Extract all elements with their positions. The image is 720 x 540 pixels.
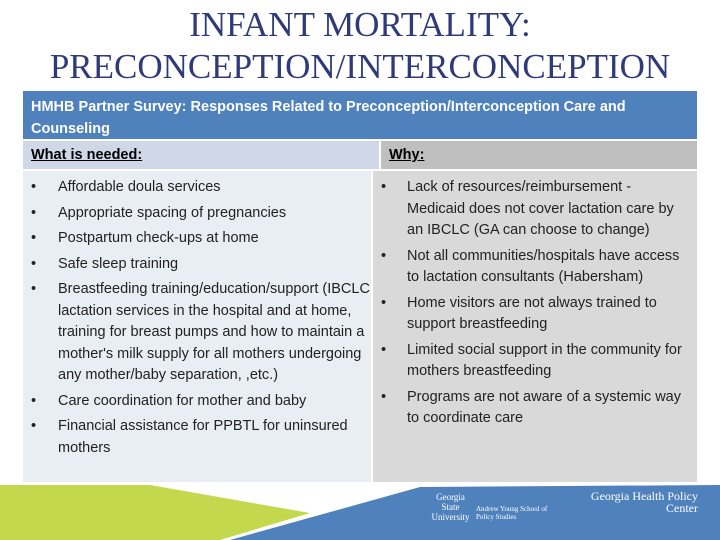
bullet-icon: • <box>381 247 387 264</box>
needed-item <box>23 203 371 225</box>
why-item <box>373 293 692 336</box>
needed-item <box>23 254 371 276</box>
list-item-text: Limited social support in the community for mothers breastfeeding <box>407 341 682 379</box>
gsu-logo: Georgia State University <box>431 492 470 522</box>
needed-item <box>23 228 371 250</box>
bullet-icon: • <box>31 230 37 246</box>
why-item <box>373 387 692 430</box>
ays-logo: Andrew Young School of Policy Studies <box>476 505 548 521</box>
list-item-text: Care coordination for mother and baby <box>58 392 307 409</box>
needed-item <box>23 279 371 387</box>
bullet-icon: • <box>381 388 387 405</box>
column-header-why: Why: <box>381 141 697 171</box>
bullet-icon: • <box>31 418 37 434</box>
list-item-text: Programs are not aware of a systemic way to coordinate care <box>407 388 681 426</box>
needed-item <box>23 391 371 413</box>
survey-table <box>23 91 697 482</box>
why-cell <box>373 171 697 482</box>
bullet-icon: • <box>381 294 387 311</box>
ghpc-logo: Georgia Health Policy Center <box>590 489 698 515</box>
bullet-icon: • <box>31 392 37 409</box>
list-item-text: Breastfeeding training/education/support (IBCLC lactation services in the hospital and at home, training for breast pumps and how to maintain a mother's milk supply for all mothers undergoing any mother/baby separation, ,etc.) <box>58 281 370 383</box>
column-header-needed: What is needed: <box>23 141 381 171</box>
list-item-text: Safe sleep training <box>58 255 179 272</box>
needed-item <box>23 177 371 199</box>
page-title: INFANT MORTALITY: PRECONCEPTION/INTERCONCEPTION <box>49 5 671 86</box>
table-header: HMHB Partner Survey: Responses Related to Preconception/Interconception Care and Counseling <box>23 91 697 141</box>
bullet-icon: • <box>31 179 37 195</box>
list-item-text: Appropriate spacing of pregnancies <box>58 204 287 221</box>
needed-item <box>23 416 371 459</box>
bullet-icon: • <box>31 255 37 272</box>
list-item-text: Financial assistance for PPBTL for uninsured mothers <box>58 418 348 456</box>
bullet-icon: • <box>31 204 37 221</box>
bullet-icon: • <box>31 281 37 297</box>
needed-cell <box>23 171 373 482</box>
why-item <box>373 340 692 383</box>
list-item-text: Not all communities/hospitals have access to lactation consultants (Habersham) <box>407 247 680 285</box>
why-item <box>373 246 692 289</box>
list-item-text: Home visitors are not always trained to support breastfeeding <box>407 294 657 332</box>
list-item-text: Postpartum check-ups at home <box>58 230 259 246</box>
list-item-text: Lack of resources/reimbursement - Medicaid does not cover lactation care by an IBCLC (GA can choose to change) <box>407 179 674 238</box>
bullet-icon: • <box>381 179 387 195</box>
bullet-icon: • <box>381 341 387 358</box>
why-item <box>373 177 692 242</box>
list-item-text: Affordable doula services <box>58 179 221 195</box>
